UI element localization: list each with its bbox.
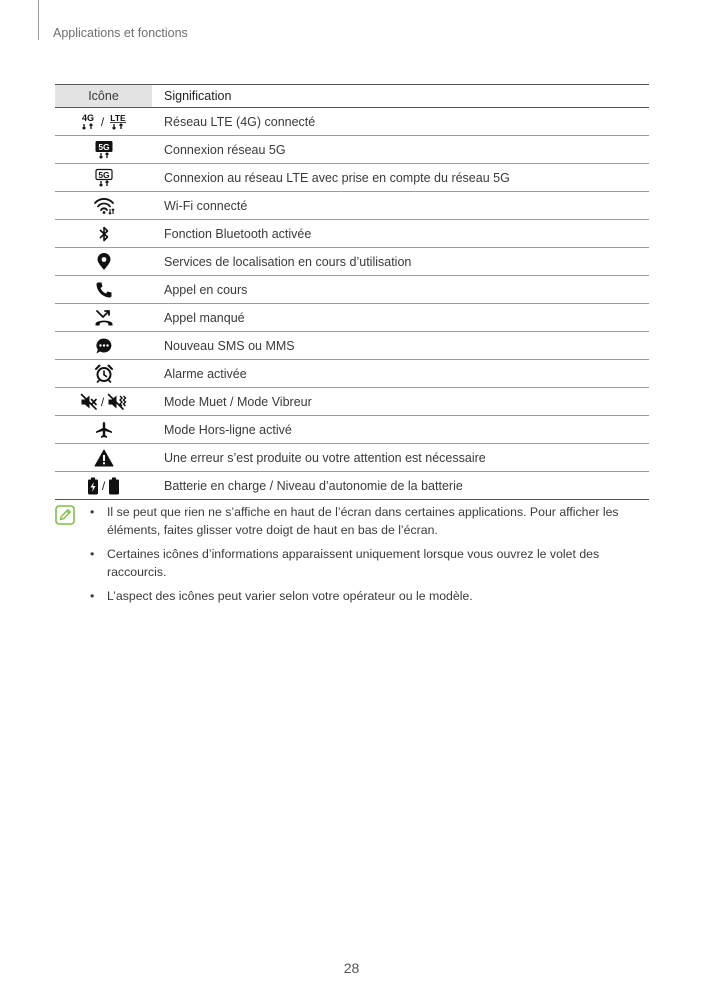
icon-separator: / [100, 394, 105, 409]
5g-network-icon [94, 140, 114, 160]
wifi-icon [93, 197, 115, 215]
row-meaning: Fonction Bluetooth activée [152, 220, 649, 248]
list-item [90, 587, 630, 605]
margin-rule [38, 0, 39, 40]
note-pencil-icon [55, 505, 75, 530]
5g-label: 5G [97, 141, 110, 152]
airplane-icon [95, 421, 113, 439]
5g-lte-anchor-icon [94, 168, 114, 188]
row-meaning: Appel en cours [152, 276, 649, 304]
table-row [55, 472, 649, 500]
section-title: Applications et fonctions [53, 26, 188, 40]
table-row [55, 360, 649, 388]
4g-network-icon [78, 112, 98, 132]
row-meaning: Réseau LTE (4G) connecté [152, 108, 649, 136]
bullet: • [90, 547, 95, 561]
note-text: Il se peut que rien ne s’affiche en haut de l’écran dans certaines applications. Pour afficher les éléments, faites glisser votre doigt de haut en bas de l’écran. [107, 505, 619, 537]
table-row [55, 136, 649, 164]
table-row [55, 416, 649, 444]
table-row [55, 304, 649, 332]
row-meaning: Nouveau SMS ou MMS [152, 332, 649, 360]
table-row [55, 192, 649, 220]
note-text: Certaines icônes d’informations apparaissent uniquement lorsque vous ouvrez le volet des raccourcis. [107, 547, 600, 579]
phone-call-icon [95, 281, 113, 299]
column-header-meaning: Signification [152, 85, 649, 108]
warning-icon [94, 449, 114, 467]
location-pin-icon [96, 253, 112, 271]
vibrate-icon [107, 393, 127, 411]
notes-list [90, 503, 630, 611]
mute-icon [80, 393, 98, 411]
table-row [55, 164, 649, 192]
row-meaning: Services de localisation en cours d’utilisation [152, 248, 649, 276]
row-meaning: Appel manqué [152, 304, 649, 332]
icon-separator: / [100, 114, 105, 129]
icon-separator: / [101, 478, 106, 493]
battery-level-icon [108, 477, 120, 495]
missed-call-icon [94, 309, 114, 327]
row-meaning: Une erreur s’est produite ou votre attention est nécessaire [152, 444, 649, 472]
table-row [55, 220, 649, 248]
table-header-row [55, 85, 649, 108]
table-row [55, 248, 649, 276]
row-meaning: Mode Hors-ligne activé [152, 416, 649, 444]
message-icon [95, 337, 113, 355]
table-row [55, 332, 649, 360]
note-text: L’aspect des icônes peut varier selon votre opérateur ou le modèle. [107, 589, 473, 603]
row-meaning: Mode Muet / Mode Vibreur [152, 388, 649, 416]
row-meaning: Batterie en charge / Niveau d’autonomie de la batterie [152, 472, 649, 500]
bluetooth-icon [98, 225, 110, 243]
bullet: • [90, 505, 95, 519]
bullet: • [90, 589, 95, 603]
row-meaning: Connexion réseau 5G [152, 136, 649, 164]
column-header-icon: Icône [55, 85, 152, 108]
4g-label: 4G [81, 112, 94, 123]
lte-label: LTE [110, 112, 126, 123]
status-icons-table [55, 84, 649, 500]
table-row [55, 444, 649, 472]
row-meaning: Wi-Fi connecté [152, 192, 649, 220]
alarm-icon [94, 364, 114, 383]
list-item [90, 545, 630, 581]
5g-outline-label: 5G [97, 169, 110, 180]
page-number: 28 [343, 960, 360, 976]
lte-network-icon [107, 112, 129, 132]
row-meaning: Connexion au réseau LTE avec prise en compte du réseau 5G [152, 164, 649, 192]
battery-charging-icon [87, 477, 99, 495]
list-item [90, 503, 630, 539]
row-meaning: Alarme activée [152, 360, 649, 388]
table-row [55, 108, 649, 136]
table-row [55, 276, 649, 304]
table-row [55, 388, 649, 416]
